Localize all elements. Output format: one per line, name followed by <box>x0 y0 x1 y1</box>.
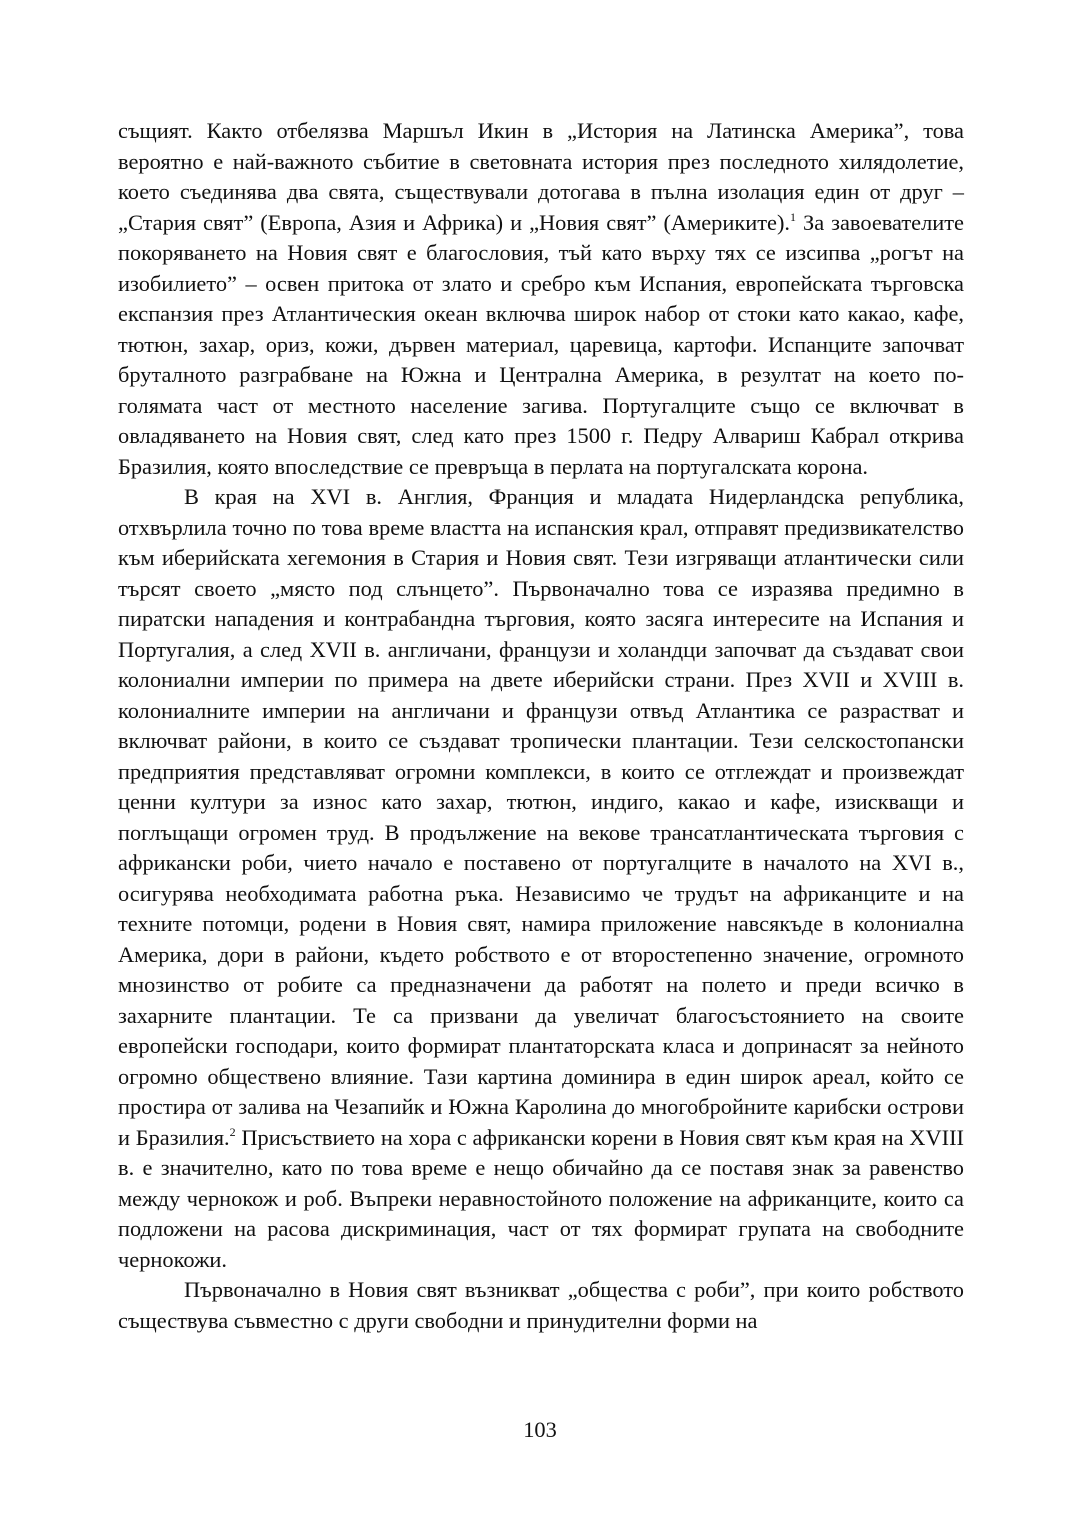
footnote-ref-2[interactable]: 2 <box>229 1124 236 1139</box>
page-number: 103 <box>523 1417 557 1442</box>
footnote-ref-1[interactable]: 1 <box>790 209 796 224</box>
paragraph-1-text-a: същият. Както отбелязва Маршъл Икин в „История на Латинска Америка”, това вероятно е най-важното събитие в световната история през последното хилядолетие, което съединява два свята, съществували дотогава в пълна изолация един от друг – „Стария свят” (Европа, Азия и Африка) и „Новия свят” (Америките). <box>118 118 964 235</box>
page-text <box>118 116 964 1336</box>
paragraph-3 <box>118 1275 964 1336</box>
paragraph-2-text-a: В края на XVI в. Англия, Франция и младата Нидерландска република, отхвърлила точно по това време властта на испанския крал, отправят предизвикателство към иберийската хегемония в Стария и Новия свят. Тези изгряващи атлантически сили търсят своето „място под слънцето”. Първоначално това се изразява предимно в пиратски нападения и контрабандна търговия, която засяга интересите на Испания и Португалия, а след XVII в. англичани, французи и холандци започват да създават свои колониални империи по примера на двете иберийски страни. През XVII и XVIII в. колониалните империи на англичани и французи отвъд Атлантика се разрастват и включват райони, в които се създават тропически плантации. Тези селскостопански предприятия представляват огромни комплекси, в които се отглеждат и произвеждат ценни култури за износ като захар, тютюн, индиго, какао и кафе, изискващи и поглъщащи огромен труд. В продължение на векове трансатлантическата търговия с африкански роби, чието начало е поставено от португалците в началото на XVI в., осигурява необходимата работна ръка. Независимо че трудът на африканците и на техните потомци, родени в Новия свят, намира приложение навсякъде в колониална Америка, дори в райони, където робството е от второстепенно значение, огромното мнозинство от робите са предназначени да работят на полето и преди всичко в захарните плантации. Те са призвани да увеличат благосъстоянието на своите европейски господари, които формират плантаторската класа и допринасят за нейното огромно обществено влияние. Тази картина доминира в един широк ареал, който се простира от залива на Чезапийк и Южна Каролина до многобройните карибски острови и Бразилия. <box>118 484 964 1150</box>
paragraph-3-text: Първоначално в Новия свят възникват „общества с роби”, при които робството съществува съвместно с други свободни и принудителни форми на <box>118 1277 964 1333</box>
paragraph-2-text-b: Присъствието на хора с африкански корени в Новия свят към края на XVIII в. е значително, като по това време е нещо обичайно да се поставя знак за равенство между чернокож и роб. Въпреки неравностойното положение на африканците, които са подложени на расова дискриминация, част от тях формират групата на свободните чернокожи. <box>118 1124 964 1272</box>
paragraph-2 <box>118 482 964 1275</box>
paragraph-1 <box>118 116 964 482</box>
paragraph-1-text-b: За завоевателите покоряването на Новия свят е благословия, тъй като върху тях се изсипва „рогът на изобилието” – освен притока от злато и сребро към Испания, европейската търговска експанзия през Атлантическия океан включва широк набор от стоки като какао, кафе, тютюн, захар, ориз, кожи, дървен материал, царевица, картофи. Испанците започват бруталното разграбване на Южна и Централна Америка, в резултат на което по-голямата част от местното население загива. Португалците също се включват в овладяването на Новия свят, след като през 1500 г. Педру Алвариш Кабрал открива Бразилия, която впоследствие се превръща в перлата на португалската корона. <box>118 209 964 479</box>
